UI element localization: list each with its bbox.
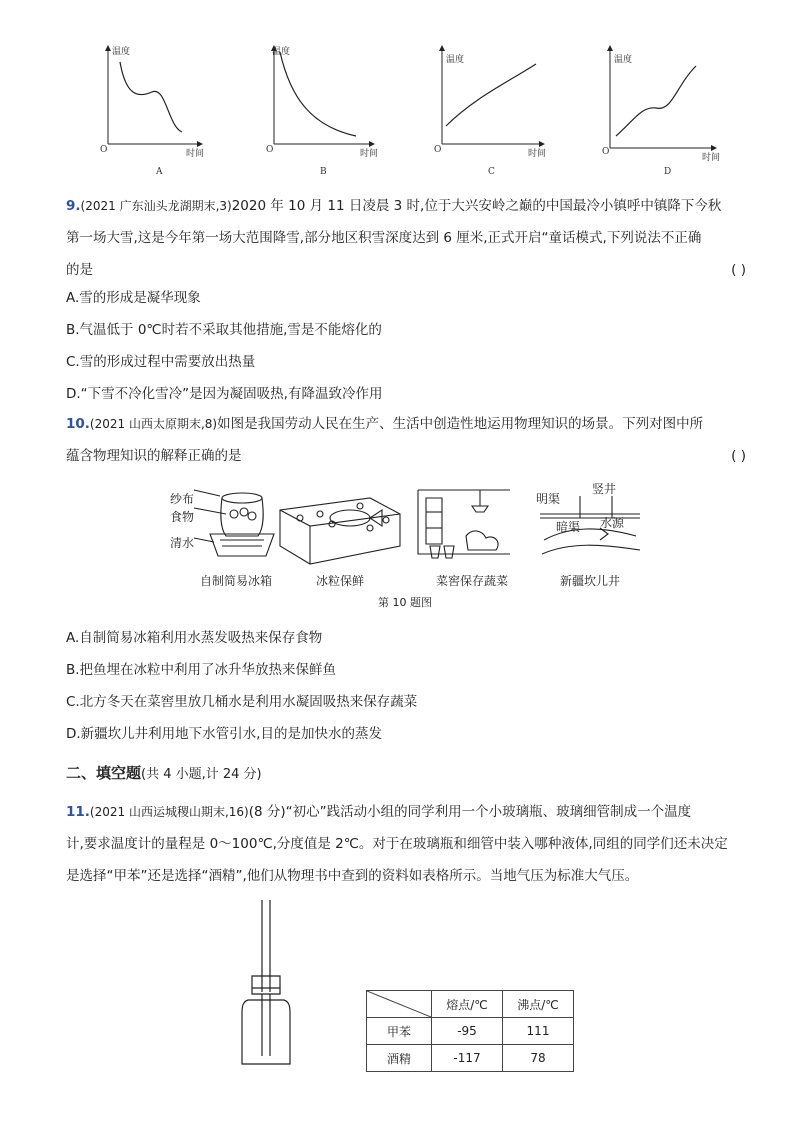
q10-option-d: D.新疆坎儿井利用地下水管引水,目的是加快水的蒸发	[66, 726, 382, 742]
svg-text:时间: 时间	[360, 149, 379, 159]
question-11	[66, 796, 746, 892]
section-title	[66, 762, 262, 783]
svg-text:B: B	[320, 167, 327, 176]
question-number: 10.	[66, 416, 90, 432]
label-shaft: 竖井	[592, 482, 617, 496]
caption-karez: 新疆坎儿井	[560, 574, 621, 588]
q9-option-c: C.雪的形成过程中需要放出热量	[66, 354, 256, 370]
q10-figure	[160, 484, 650, 614]
svg-text:温度: 温度	[614, 55, 633, 65]
table-header-cell: 熔点/℃	[432, 991, 503, 1018]
question-text-line2: 计,要求温度计的量程是 0～100℃,分度值是 2℃。对于在玻璃瓶和细管中装入哪种液体,同组的同学们还未决定	[66, 836, 728, 852]
properties-table	[366, 990, 574, 1072]
section-heading: 二、填空题	[66, 764, 142, 782]
q9-option-b: B.气温低于 0℃时若不采取其他措施,雪是不能熔化的	[66, 322, 382, 338]
svg-text:C: C	[488, 167, 495, 176]
svg-text:温度: 温度	[272, 47, 291, 57]
table-cell: 111	[503, 1018, 574, 1045]
question-text-line3: 是选择“甲苯”还是选择“酒精”,他们从物理书中查到的资料如表格所示。当地气压为标准大气压。	[66, 868, 639, 884]
svg-text:温度: 温度	[112, 47, 131, 57]
svg-text:时间: 时间	[528, 149, 547, 159]
scene-fridge	[194, 490, 274, 556]
table-row	[367, 1045, 574, 1072]
table-cell: 78	[503, 1045, 574, 1072]
question-text-line1: (8 分)“初心”践活动小组的同学利用一个小玻璃瓶、玻璃细管制成一个温度	[248, 804, 692, 820]
label-food: 食物	[170, 510, 195, 524]
label-water-source: 水源	[600, 516, 625, 530]
label-water: 清水	[170, 536, 195, 550]
label-gauze: 纱布	[170, 492, 195, 506]
graph-d	[602, 46, 720, 176]
table-cell: 甲苯	[367, 1018, 432, 1045]
table-header-cell: 沸点/℃	[503, 991, 574, 1018]
q9-option-d: D.“下雪不冷化雪冷”是因为凝固吸热,有降温致冷作用	[66, 386, 383, 402]
question-text-line1: 如图是我国劳动人民在生产、生活中创造性地运用物理知识的场景。下列对图中所	[217, 416, 704, 432]
caption-fridge: 自制简易冰箱	[200, 574, 273, 588]
table-cell: 酒精	[367, 1045, 432, 1072]
label-open-channel: 明渠	[536, 492, 561, 506]
scene-ice-fish	[280, 498, 400, 564]
diagonal-line	[367, 991, 431, 1017]
section-subtitle: (共 4 小题,计 24 分)	[141, 767, 262, 782]
question-10	[66, 408, 746, 472]
question-text-line1: 2020 年 10 月 11 日凌晨 3 时,位于大兴安岭之巅的中国最冷小镇呼中镇降下今秋	[231, 198, 722, 214]
svg-text:时间: 时间	[702, 153, 721, 163]
table-header-cell	[367, 991, 432, 1018]
svg-text:O: O	[266, 145, 274, 155]
graph-c	[434, 46, 546, 176]
figure-caption: 第 10 题图	[378, 596, 432, 609]
svg-text:O: O	[100, 145, 108, 155]
answer-blank: ( )	[731, 448, 746, 464]
question-text-line3: 的是	[66, 262, 93, 278]
scene-cellar	[418, 490, 510, 558]
temperature-time-graphs	[90, 36, 730, 176]
q10-option-c: C.北方冬天在菜窖里放几桶水是利用水凝固吸热来保存蔬菜	[66, 694, 418, 710]
question-text-line2: 蕴含物理知识的解释正确的是	[66, 448, 242, 464]
svg-text:A: A	[156, 167, 163, 176]
caption-ice-fish: 冰粒保鲜	[316, 574, 365, 588]
q9-option-a: A.雪的形成是凝华现象	[66, 290, 201, 306]
graph-a	[100, 45, 204, 176]
table-cell: -117	[432, 1045, 503, 1072]
svg-text:O: O	[602, 147, 610, 157]
q10-option-a: A.自制简易冰箱利用水蒸发吸热来保存食物	[66, 630, 323, 646]
question-source: (2021 山西太原期末,8)	[89, 417, 218, 431]
q10-option-b: B.把鱼埋在冰粒中利用了冰升华放热来保鲜鱼	[66, 662, 337, 678]
table-header-row	[367, 991, 574, 1018]
svg-text:温度: 温度	[446, 55, 465, 65]
table-cell: -95	[432, 1018, 503, 1045]
table-row	[367, 1018, 574, 1045]
question-source: (2021 山西运城稷山期末,16)	[89, 805, 249, 819]
svg-text:时间: 时间	[186, 149, 205, 159]
svg-text:O: O	[434, 145, 442, 155]
question-text-line2: 第一场大雪,这是今年第一场大范围降雪,部分地区积雪深度达到 6 厘米,正式开启“童话模式,下列说法不正确	[66, 230, 702, 246]
thermometer-bottle-drawing	[236, 896, 296, 1072]
question-source: (2021 广东汕头龙湖期末,3)	[80, 199, 232, 213]
question-number: 9.	[66, 198, 81, 214]
question-9	[66, 190, 746, 286]
question-number: 11.	[66, 804, 90, 820]
graph-b	[266, 45, 378, 176]
svg-text:D: D	[664, 167, 672, 176]
label-hidden-channel: 暗渠	[556, 520, 581, 534]
answer-blank: ( )	[731, 262, 746, 278]
caption-cellar: 菜窖保存蔬菜	[436, 574, 509, 588]
